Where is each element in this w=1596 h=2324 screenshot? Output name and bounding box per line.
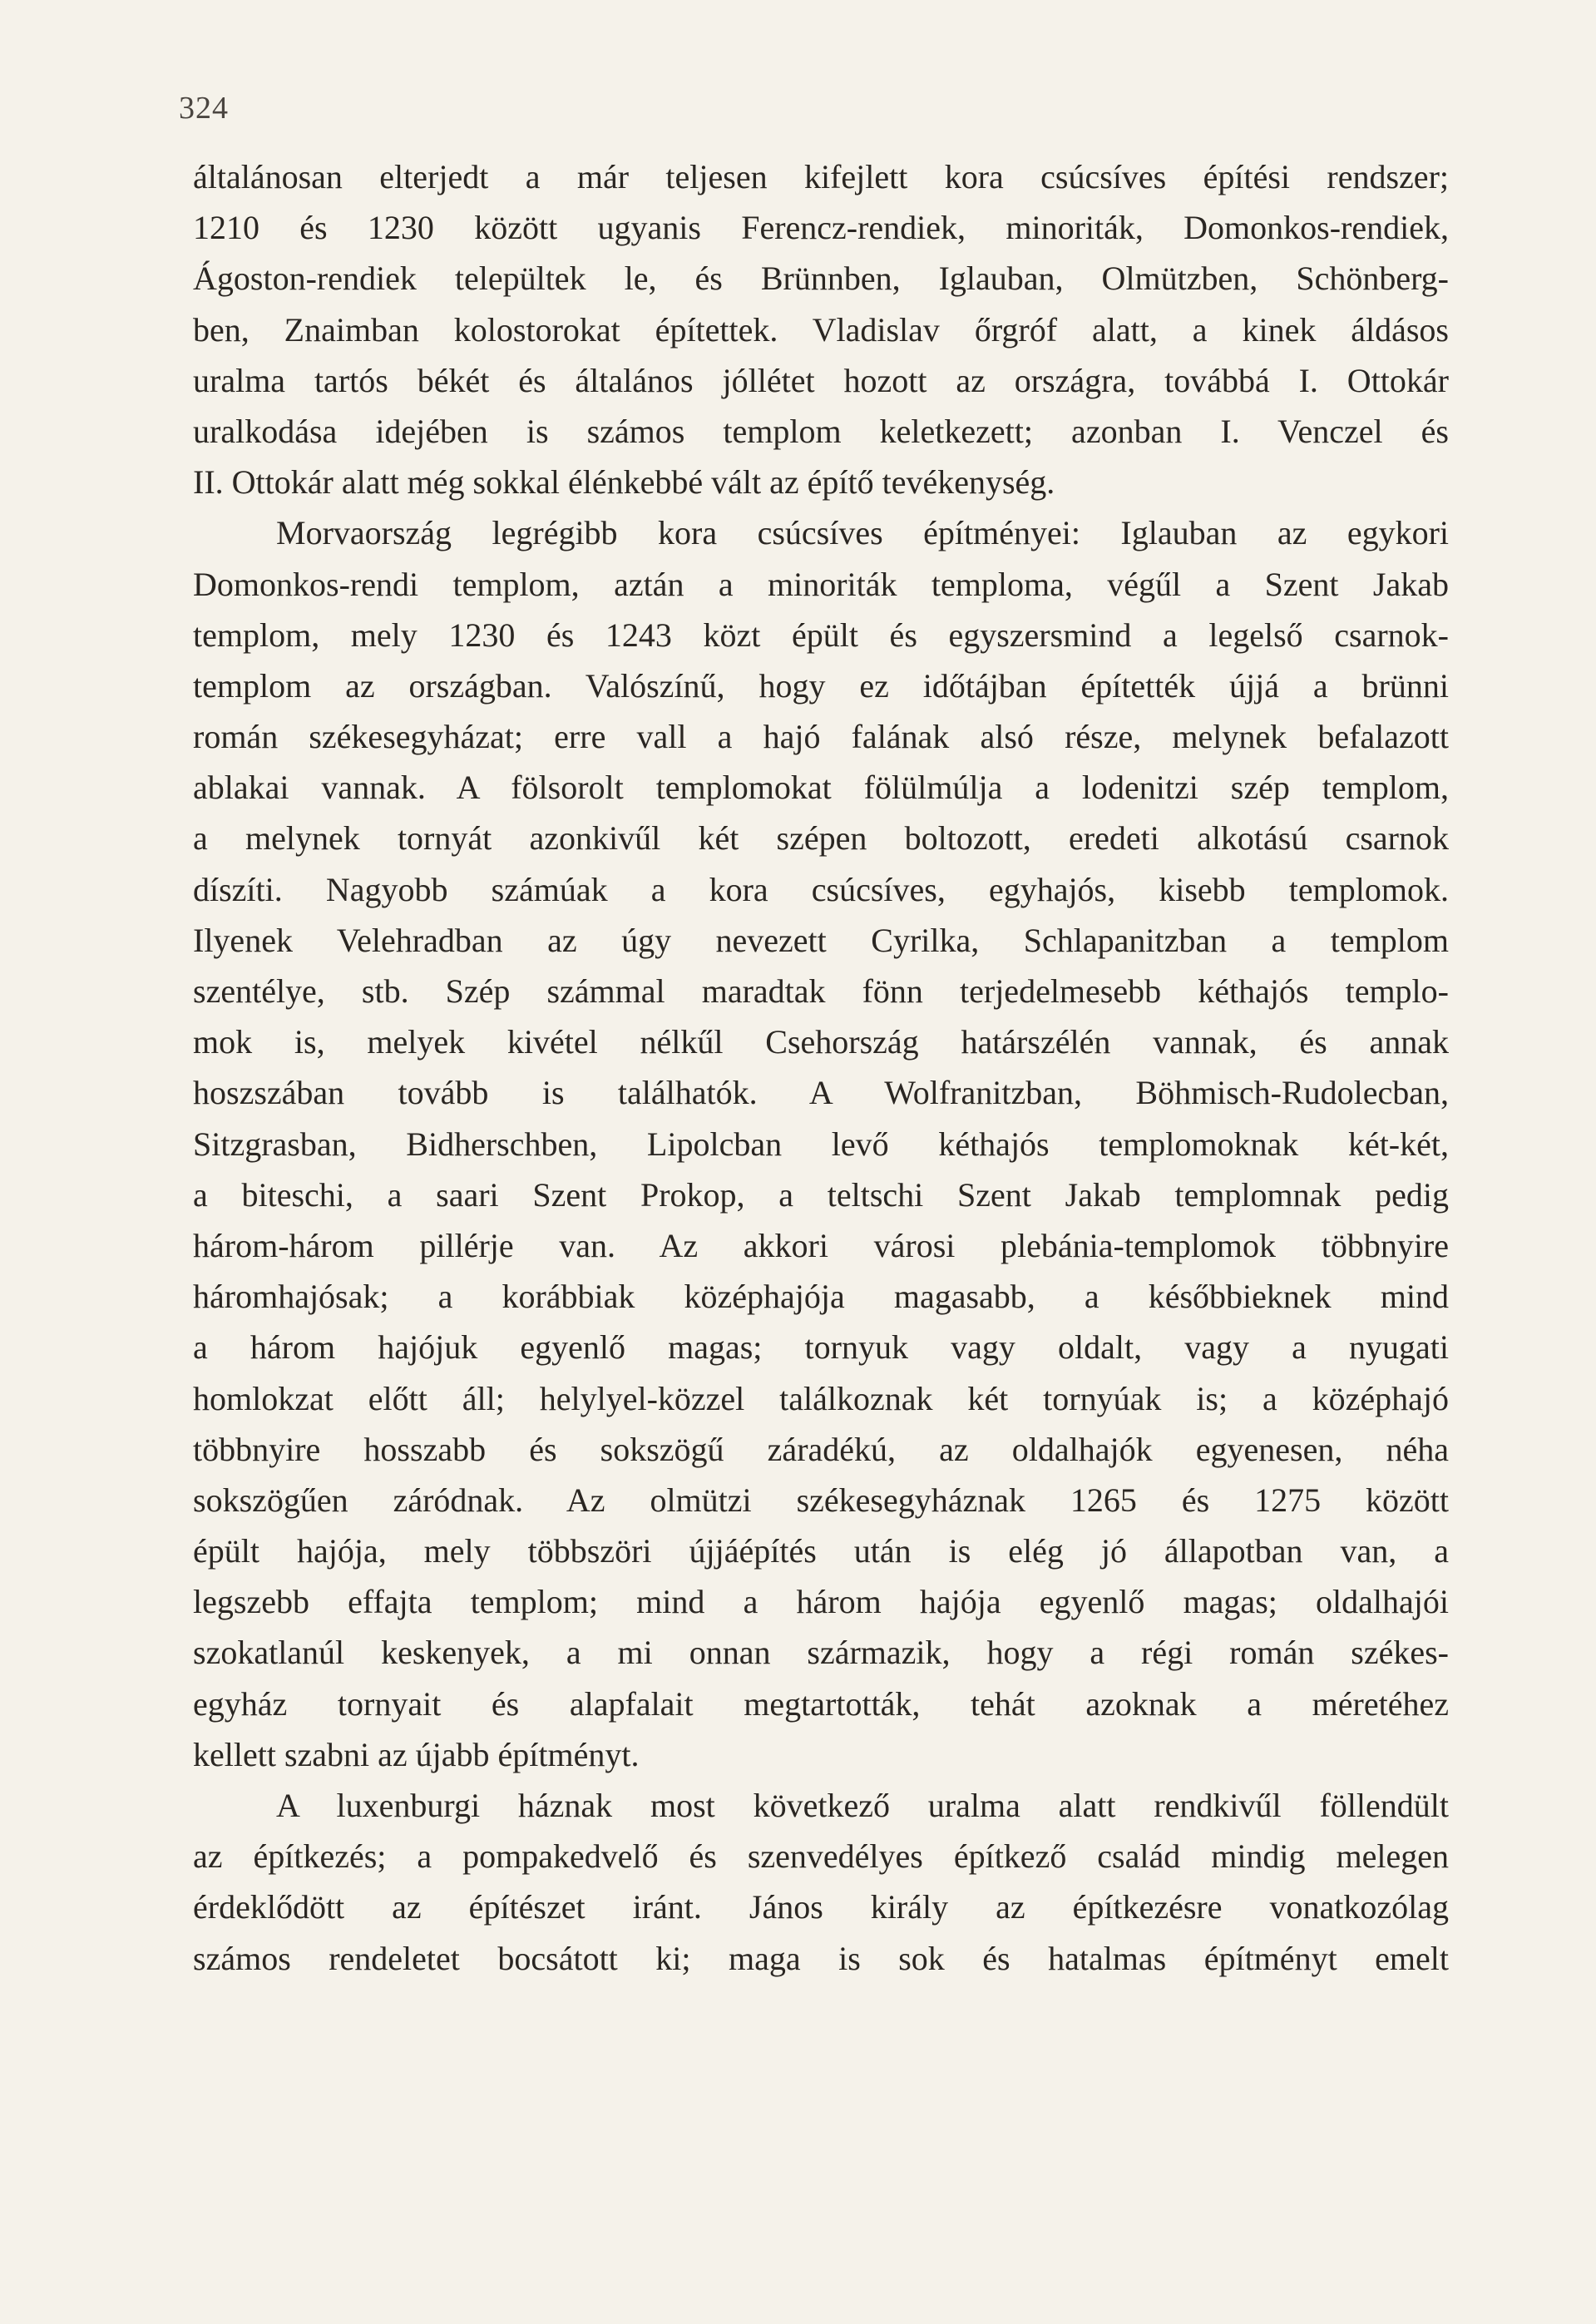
paragraph <box>193 151 1449 507</box>
text-line: egyház tornyait és alapfalait megtartották, tehát azoknak a méretéhez <box>193 1684 1449 1723</box>
text-line: sokszögűen záródnak. Az olmützi székesegyháznak 1265 és 1275 között <box>193 1481 1449 1519</box>
text-line: érdeklődött az építészet iránt. János király az építkezésre vonatkozólag <box>193 1888 1449 1926</box>
page-number: 324 <box>179 91 229 126</box>
text-line: hoszszában tovább is találhatók. A Wolfranitzban, Böhmisch-Rudolecban, <box>193 1074 1449 1112</box>
text-line: a biteschi, a saari Szent Prokop, a teltschi Szent Jakab templomnak pedig <box>193 1175 1449 1214</box>
text-line: 1210 és 1230 között ugyanis Ferencz-rendiek, minoriták, Domonkos-rendiek, <box>193 209 1449 247</box>
text-line: templom az országban. Valószínű, hogy ez időtájban építették újjá a brünni <box>193 666 1449 705</box>
text-line: szokatlanúl keskenyek, a mi onnan származik, hogy a régi román székes- <box>193 1634 1449 1672</box>
text-line: II. Ottokár alatt még sokkal élénkebbé vált az építő tevékenység. <box>193 463 1055 502</box>
text-line: uralma tartós békét és általános jóllétet hozott az országra, továbbá I. Ottokár <box>193 361 1449 399</box>
body-text <box>193 151 1449 1984</box>
text-line: Morvaország legrégibb kora csúcsíves építményei: Iglauban az egykori <box>276 514 1449 552</box>
text-line: kellett szabni az újabb építményt. <box>193 1735 640 1773</box>
text-line: A luxenburgi háznak most következő uralma alatt rendkivűl föllendült <box>276 1787 1449 1824</box>
text-line: számos rendeletet bocsátott ki; maga is sok és hatalmas építményt emelt <box>193 1939 1449 1977</box>
text-line: szentélye, stb. Szép számmal maradtak fönn terjedelmesebb kéthajós templo- <box>193 972 1449 1010</box>
text-line: ablakai vannak. A fölsorolt templomokat fölülmúlja a lodenitzi szép templom, <box>193 769 1449 807</box>
text-line: a három hajójuk egyenlő magas; tornyuk vagy oldalt, vagy a nyugati <box>193 1328 1449 1367</box>
text-line: Ilyenek Velehradban az úgy nevezett Cyrilka, Schlapanitzban a templom <box>193 921 1449 959</box>
text-line: Ágoston-rendiek települtek le, és Brünnben, Iglauban, Olmützben, Schönberg- <box>193 260 1449 298</box>
text-line: homlokzat előtt áll; helylyel-közzel találkoznak két tornyúak is; a középhajó <box>193 1379 1449 1417</box>
text-line: legszebb effajta templom; mind a három hajója egyenlő magas; oldalhajói <box>193 1583 1449 1621</box>
paragraph <box>193 1780 1449 1984</box>
paragraph <box>193 507 1449 1780</box>
text-line: Sitzgrasban, Bidherschben, Lipolcban levő kéthajós templomoknak két-két, <box>193 1125 1449 1163</box>
text-line: ben, Znaimban kolostorokat építettek. Vladislav őrgróf alatt, a kinek áldásos <box>193 310 1449 349</box>
text-line: háromhajósak; a korábbiak középhajója magasabb, a későbbieknek mind <box>193 1278 1449 1316</box>
text-line: román székesegyházat; erre vall a hajó falának alsó része, melynek befalazott <box>193 718 1449 756</box>
text-line: uralkodása idejében is számos templom keletkezett; azonban I. Venczel és <box>193 412 1449 450</box>
text-line: általánosan elterjedt a már teljesen kifejlett kora csúcsíves építési rendszer; <box>193 158 1449 195</box>
text-line: az építkezés; a pompakedvelő és szenvedélyes építkező család mindig melegen <box>193 1837 1449 1876</box>
text-line: Domonkos-rendi templom, aztán a minoriták temploma, végűl a Szent Jakab <box>193 565 1449 603</box>
text-line: templom, mely 1230 és 1243 közt épült és egyszersmind a legelső csarnok- <box>193 616 1449 654</box>
text-line: mok is, melyek kivétel nélkűl Csehország határszélén vannak, és annak <box>193 1023 1449 1061</box>
text-line: többnyire hosszabb és sokszögű záradékú, az oldalhajók egyenesen, néha <box>193 1430 1449 1468</box>
text-line: épült hajója, mely többszöri újjáépítés után is elég jó állapotban van, a <box>193 1532 1449 1570</box>
text-line: a melynek tornyát azonkivűl két szépen boltozott, eredeti alkotású csarnok <box>193 819 1449 858</box>
text-line: három-három pillérje van. Az akkori városi plebánia-templomok többnyire <box>193 1226 1449 1264</box>
text-line: díszíti. Nagyobb számúak a kora csúcsíves, egyhajós, kisebb templomok. <box>193 870 1449 908</box>
